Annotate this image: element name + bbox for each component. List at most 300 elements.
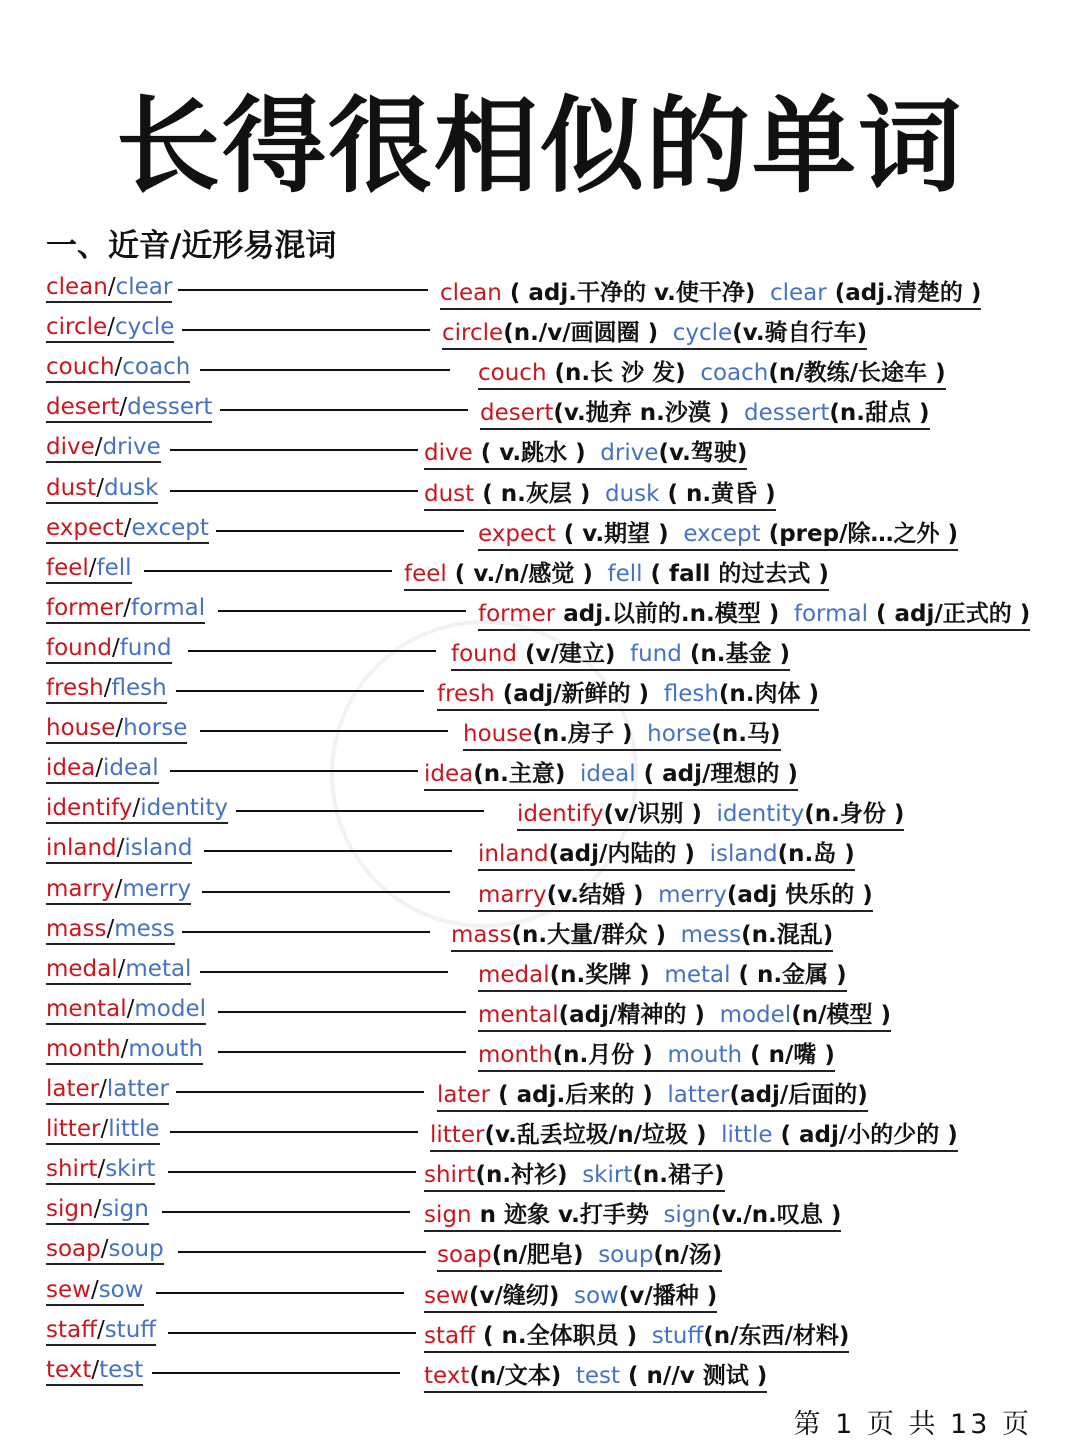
explanation-word-one: fresh [437, 681, 495, 707]
explanation-word-one: month [478, 1041, 553, 1068]
word-two: fund [119, 634, 172, 661]
word-one: litter [46, 1116, 101, 1143]
word-one: sign [46, 1196, 94, 1223]
slash-separator: / [107, 314, 115, 341]
explanation-word-one: identify [517, 801, 604, 828]
spacer [705, 1002, 720, 1028]
word-explanation [424, 475, 776, 511]
footer-mid: 页 共 [866, 1409, 939, 1440]
word-explanation [440, 274, 981, 310]
word-one: identify [46, 795, 133, 822]
explanation-word-two: test [575, 1362, 621, 1389]
word-two: drive [102, 434, 161, 461]
explanation-word-one: mass [451, 921, 512, 948]
word-explanation [478, 956, 847, 992]
explanation-gloss-two: (v./n.叹息 ) [711, 1202, 842, 1229]
spacer [666, 922, 681, 948]
word-one: shirt [46, 1156, 98, 1183]
word-explanation [424, 434, 747, 470]
explanation-gloss-one: adj.以前的.n.模型 ) [555, 600, 780, 627]
explanation-gloss-two: ( n.黄昏 ) [659, 480, 776, 507]
word-explanation [478, 835, 855, 871]
word-one: desert [46, 394, 120, 421]
explanation-word-one: clean [440, 280, 502, 306]
explanation-gloss-two: (adj/后面的) [729, 1082, 868, 1108]
slash-separator: / [116, 835, 125, 862]
spacer [729, 400, 744, 426]
slash-separator: / [114, 354, 123, 381]
word-two: fell [96, 554, 132, 581]
word-explanation [478, 595, 1030, 631]
word-pair [46, 1116, 160, 1145]
word-pair-row [0, 392, 1080, 432]
word-pair-row [0, 272, 1080, 312]
explanation-gloss-two: (v/播种 ) [618, 1282, 718, 1309]
explanation-word-two: metal [664, 961, 731, 988]
explanation-gloss-two: (v.驾驶) [658, 440, 748, 467]
connector-line [218, 610, 466, 612]
spacer [637, 1323, 652, 1349]
footer-page-number: 1 [835, 1409, 856, 1440]
word-two: formal [130, 594, 206, 621]
word-pair [46, 1357, 143, 1386]
explanation-gloss-one: ( adj.后来的 ) [490, 1082, 653, 1108]
word-pair-row [0, 513, 1080, 553]
explanation-word-one: former [478, 600, 556, 627]
explanation-word-one: circle [442, 320, 504, 347]
slash-separator: / [99, 1076, 107, 1102]
word-two: sow [98, 1276, 144, 1303]
spacer [559, 1283, 574, 1309]
word-two: metal [125, 955, 192, 982]
explanation-gloss-two: (adj.清楚的 ) [826, 280, 982, 306]
explanation-word-two: fell [607, 560, 643, 587]
word-one: idea [46, 755, 96, 782]
explanation-word-two: merry [658, 881, 727, 908]
explanation-gloss-one: (v.结婚 ) [546, 881, 644, 908]
word-pair-row [0, 1154, 1080, 1194]
explanation-gloss-two: (n/汤) [653, 1242, 723, 1269]
word-pair-row [0, 1315, 1080, 1355]
word-two: test [99, 1356, 144, 1383]
word-pair-row [0, 753, 1080, 793]
word-two: ideal [102, 755, 159, 782]
explanation-gloss-one: (n.奖牌 ) [549, 961, 650, 988]
connector-line [220, 409, 468, 411]
word-two: horse [123, 715, 188, 742]
word-two: model [134, 995, 207, 1022]
spacer [584, 1242, 599, 1268]
explanation-word-two: sign [663, 1202, 712, 1229]
connector-line [182, 931, 430, 933]
word-one: fresh [46, 675, 104, 701]
word-one: house [46, 715, 116, 742]
word-two: clear [115, 274, 173, 300]
explanation-gloss-one: n 迹象 v.打手势 [471, 1202, 649, 1229]
slash-separator: / [106, 915, 115, 942]
word-one: soap [46, 1236, 101, 1263]
word-explanation [480, 394, 930, 430]
explanation-gloss-one: (v.乱丢垃圾/n/垃圾 ) [484, 1122, 707, 1149]
connector-line [170, 490, 418, 492]
connector-line [216, 530, 464, 532]
word-one: feel [46, 554, 89, 581]
explanation-word-one: couch [478, 360, 547, 387]
spacer [669, 521, 684, 547]
explanation-gloss-two: (v.骑自行车) [732, 320, 868, 347]
slash-separator: / [100, 1236, 109, 1263]
word-two: cycle [114, 314, 175, 341]
spacer [707, 1122, 722, 1148]
explanation-gloss-one: ( v./n/感觉 ) [446, 560, 593, 587]
slash-separator: / [126, 995, 135, 1022]
word-explanation [404, 555, 829, 591]
explanation-word-two: latter [667, 1082, 730, 1108]
word-one: sew [46, 1276, 91, 1303]
explanation-gloss-two: (n/教练/长途车 ) [768, 360, 946, 387]
word-pair-row [0, 994, 1080, 1034]
spacer [653, 1082, 668, 1108]
connector-line [170, 770, 418, 772]
word-pair-row [0, 713, 1080, 753]
slash-separator: / [120, 1035, 129, 1062]
word-pair [46, 1196, 149, 1225]
word-explanation [430, 1116, 958, 1152]
word-pair-row [0, 1074, 1080, 1114]
word-one: later [46, 1076, 100, 1102]
word-pair [46, 835, 192, 864]
explanation-gloss-one: (v.抛弃 n.沙漠 ) [553, 400, 730, 427]
word-one: marry [46, 875, 115, 902]
word-two: except [131, 514, 209, 541]
word-pair-row [0, 432, 1080, 472]
connector-line [176, 690, 424, 692]
explanation-gloss-one: (n.长 沙 发) [546, 360, 686, 387]
word-explanation [442, 314, 867, 350]
spacer [593, 561, 608, 587]
word-pair [46, 1277, 144, 1306]
connector-line [170, 449, 418, 451]
footer-prefix: 第 [793, 1409, 824, 1440]
slash-separator: / [100, 1116, 109, 1143]
word-two: mess [114, 915, 175, 942]
spacer [658, 320, 673, 346]
explanation-word-two: model [719, 1001, 792, 1028]
word-pair [46, 1076, 169, 1105]
slash-separator: / [132, 795, 141, 822]
explanation-word-one: soap [437, 1242, 492, 1269]
explanation-word-one: sew [424, 1282, 469, 1309]
word-one: dust [46, 474, 97, 501]
connector-line [202, 891, 450, 893]
connector-line [168, 1171, 416, 1173]
word-one: clean [46, 274, 108, 300]
slash-separator: / [93, 1196, 102, 1223]
connector-line [218, 1051, 466, 1053]
spacer [653, 1042, 668, 1068]
connector-line [218, 1011, 466, 1013]
explanation-word-one: shirt [424, 1162, 476, 1189]
explanation-word-two: identity [716, 801, 805, 828]
word-pair-row [0, 473, 1080, 513]
connector-line [200, 369, 450, 371]
spacer [633, 721, 648, 747]
explanation-word-one: medal [478, 961, 550, 988]
word-explanation [424, 1317, 849, 1353]
spacer [561, 1363, 576, 1389]
explanation-word-two: coach [700, 360, 769, 387]
word-explanation [517, 795, 904, 831]
explanation-gloss-two: ( adj/正式的 ) [867, 600, 1031, 627]
explanation-word-two: fund [630, 640, 682, 667]
explanation-word-one: dust [424, 480, 475, 507]
slash-separator: / [114, 875, 123, 902]
word-explanation [424, 1357, 767, 1393]
word-pair [46, 1036, 203, 1065]
word-two: flesh [111, 675, 167, 701]
word-pair [46, 434, 161, 463]
explanation-gloss-one: (v/识别 ) [603, 801, 702, 828]
explanation-gloss-two: (n.裙子) [632, 1162, 725, 1189]
slash-separator: / [91, 1356, 100, 1383]
spacer [649, 681, 664, 707]
connector-line [178, 1251, 426, 1253]
spacer [649, 1202, 664, 1228]
explanation-gloss-one: ( n.全体职员 ) [474, 1322, 638, 1349]
explanation-gloss-two: (n/模型 ) [791, 1001, 892, 1028]
slash-separator: / [94, 434, 103, 461]
word-pair [46, 1156, 155, 1185]
word-explanation [437, 1236, 722, 1272]
explanation-gloss-one: (n.房子 ) [532, 721, 633, 748]
connector-line [182, 329, 430, 331]
slash-separator: / [103, 675, 112, 701]
slash-separator: / [95, 755, 103, 782]
explanation-gloss-one: (n.大量/群众 ) [511, 921, 667, 948]
connector-line [178, 289, 428, 291]
word-pair [46, 876, 191, 905]
explanation-word-two: except [683, 520, 761, 547]
word-pair [46, 755, 159, 784]
explanation-word-two: horse [647, 721, 712, 748]
word-pair [46, 394, 212, 423]
word-explanation [437, 675, 819, 711]
explanation-gloss-one: ( v.跳水 ) [472, 440, 586, 467]
footer-suffix: 页 [1002, 1409, 1032, 1440]
explanation-gloss-one: (adj/新鲜的 ) [494, 681, 650, 707]
connector-line [236, 810, 484, 812]
slash-separator: / [96, 474, 104, 501]
explanation-gloss-one: (v/缝纫) [468, 1282, 560, 1309]
slash-separator: / [117, 955, 126, 982]
explanation-word-one: inland [478, 841, 549, 868]
word-one: medal [46, 955, 118, 982]
explanation-gloss-one: (n/肥皂) [491, 1242, 584, 1269]
explanation-word-one: text [424, 1362, 470, 1389]
page-title: 长得很相似的单词 [115, 85, 964, 207]
word-explanation [478, 515, 958, 551]
connector-line [156, 1292, 404, 1294]
connector-line [144, 570, 392, 572]
slash-separator: / [123, 594, 131, 621]
explanation-word-one: marry [478, 881, 547, 908]
connector-line [162, 1211, 410, 1213]
word-explanation [424, 1156, 725, 1192]
explanation-gloss-one: (adj/精神的 ) [558, 1001, 705, 1028]
explanation-gloss-two: ( adj/小的少的 ) [772, 1122, 958, 1149]
connector-line [188, 650, 436, 652]
explanation-gloss-one: (v/建立) [516, 640, 616, 667]
explanation-word-one: feel [404, 560, 447, 587]
explanation-word-two: mouth [667, 1041, 743, 1068]
word-explanation [437, 1076, 868, 1112]
explanation-gloss-one: ( n.灰层 ) [474, 480, 591, 507]
explanation-word-two: skirt [582, 1162, 633, 1189]
slash-separator: / [107, 274, 116, 300]
explanation-gloss-two: ( n/嘴 ) [742, 1041, 835, 1068]
spacer [586, 440, 601, 466]
explanation-gloss-two: ( n.金属 ) [730, 961, 847, 988]
word-two: identity [140, 795, 228, 822]
connector-line [176, 1091, 424, 1093]
slash-separator: / [119, 394, 128, 421]
slash-separator: / [123, 514, 132, 541]
page-indicator [793, 1402, 1032, 1441]
word-one: dive [46, 434, 95, 461]
explanation-gloss-one: (n.衬衫) [475, 1162, 568, 1189]
spacer [565, 761, 580, 787]
spacer [568, 1162, 583, 1188]
spacer [779, 601, 794, 627]
explanation-gloss-two: (n/东西/材料) [703, 1322, 850, 1349]
word-explanation [451, 635, 790, 671]
explanation-gloss-two: (n.甜点 ) [829, 400, 930, 427]
word-two: sign [101, 1196, 149, 1223]
connector-line [200, 971, 448, 973]
word-pair [46, 635, 172, 664]
word-two: latter [106, 1076, 169, 1102]
word-one: found [46, 634, 112, 661]
explanation-word-two: ideal [580, 761, 636, 788]
spacer [590, 481, 605, 507]
slash-separator: / [97, 1156, 106, 1183]
word-explanation [424, 755, 798, 791]
word-two: merry [122, 875, 192, 902]
word-explanation [478, 354, 946, 390]
explanation-gloss-two: ( fall 的过去式 ) [642, 560, 829, 587]
word-two: coach [122, 354, 191, 381]
explanation-gloss-one: (n.主意) [473, 761, 566, 788]
word-pair [46, 354, 190, 383]
spacer [695, 841, 710, 867]
explanation-word-one: found [451, 640, 517, 667]
word-pair [46, 916, 175, 945]
explanation-word-two: clear [770, 280, 827, 306]
word-pair [46, 715, 187, 744]
word-pair [46, 1236, 164, 1265]
connector-line [200, 730, 448, 732]
word-pair [46, 595, 205, 624]
slash-separator: / [90, 1276, 99, 1303]
word-pair [46, 314, 174, 343]
word-one: expect [46, 514, 124, 541]
explanation-gloss-two: (adj 快乐的 ) [726, 881, 873, 908]
section-heading: 一、近音/近形易混词 [46, 228, 337, 264]
explanation-word-two: little [721, 1122, 773, 1149]
explanation-word-two: soup [598, 1242, 654, 1269]
slash-separator: / [111, 634, 120, 661]
explanation-gloss-one: (n.月份 ) [552, 1041, 653, 1068]
word-pair-row [0, 1194, 1080, 1234]
explanation-word-one: house [463, 721, 533, 748]
explanation-word-one: mental [478, 1001, 559, 1028]
word-two: soup [108, 1236, 164, 1263]
explanation-gloss-two: (n.马) [711, 721, 781, 748]
explanation-gloss-two: (prep/除…之外 ) [760, 520, 958, 547]
word-one: couch [46, 354, 115, 381]
explanation-word-two: cycle [672, 320, 733, 347]
explanation-word-one: litter [430, 1122, 485, 1149]
word-one: former [46, 594, 124, 621]
word-pair [46, 675, 167, 704]
explanation-word-two: dessert [744, 400, 830, 427]
word-explanation [463, 715, 781, 751]
explanation-gloss-two: (n.肉体 ) [718, 681, 820, 707]
word-pair-row [0, 312, 1080, 352]
explanation-gloss-two: (n.身份 ) [804, 801, 905, 828]
explanation-word-two: drive [600, 440, 659, 467]
explanation-gloss-one: ( adj.干净的 v.使干净) [501, 280, 756, 306]
word-pair [46, 555, 132, 584]
word-pair-row [0, 1234, 1080, 1274]
word-pair-row [0, 833, 1080, 873]
word-one: month [46, 1035, 121, 1062]
explanation-gloss-one: (adj/内陆的 ) [548, 841, 695, 868]
explanation-gloss-two: (n.基金 ) [681, 640, 791, 667]
word-pair-row [0, 1034, 1080, 1074]
word-one: mass [46, 915, 107, 942]
explanation-word-two: flesh [663, 681, 719, 707]
footer-total-pages: 13 [950, 1409, 991, 1440]
word-pair [46, 956, 191, 985]
explanation-word-one: expect [478, 520, 556, 547]
explanation-gloss-one: ( v.期望 ) [555, 520, 669, 547]
word-pair [46, 274, 172, 303]
word-pair-row [0, 954, 1080, 994]
word-one: staff [46, 1316, 97, 1343]
explanation-word-one: desert [480, 400, 554, 427]
word-pair-row [0, 553, 1080, 593]
word-explanation [424, 1277, 717, 1313]
word-two: little [108, 1116, 160, 1143]
word-pair [46, 1317, 156, 1346]
spacer [702, 801, 717, 827]
explanation-word-two: formal [793, 600, 868, 627]
explanation-word-two: sow [574, 1282, 619, 1309]
explanation-gloss-one: (n/文本) [469, 1362, 562, 1389]
word-explanation [478, 996, 891, 1032]
slash-separator: / [115, 715, 124, 742]
spacer [615, 641, 630, 667]
word-pair-row [0, 1275, 1080, 1315]
spacer [650, 962, 665, 988]
word-pair-row [0, 593, 1080, 633]
spacer [755, 280, 770, 306]
word-explanation [451, 916, 833, 952]
word-one: circle [46, 314, 108, 341]
word-two: dessert [127, 394, 213, 421]
word-pair-row [0, 1114, 1080, 1154]
